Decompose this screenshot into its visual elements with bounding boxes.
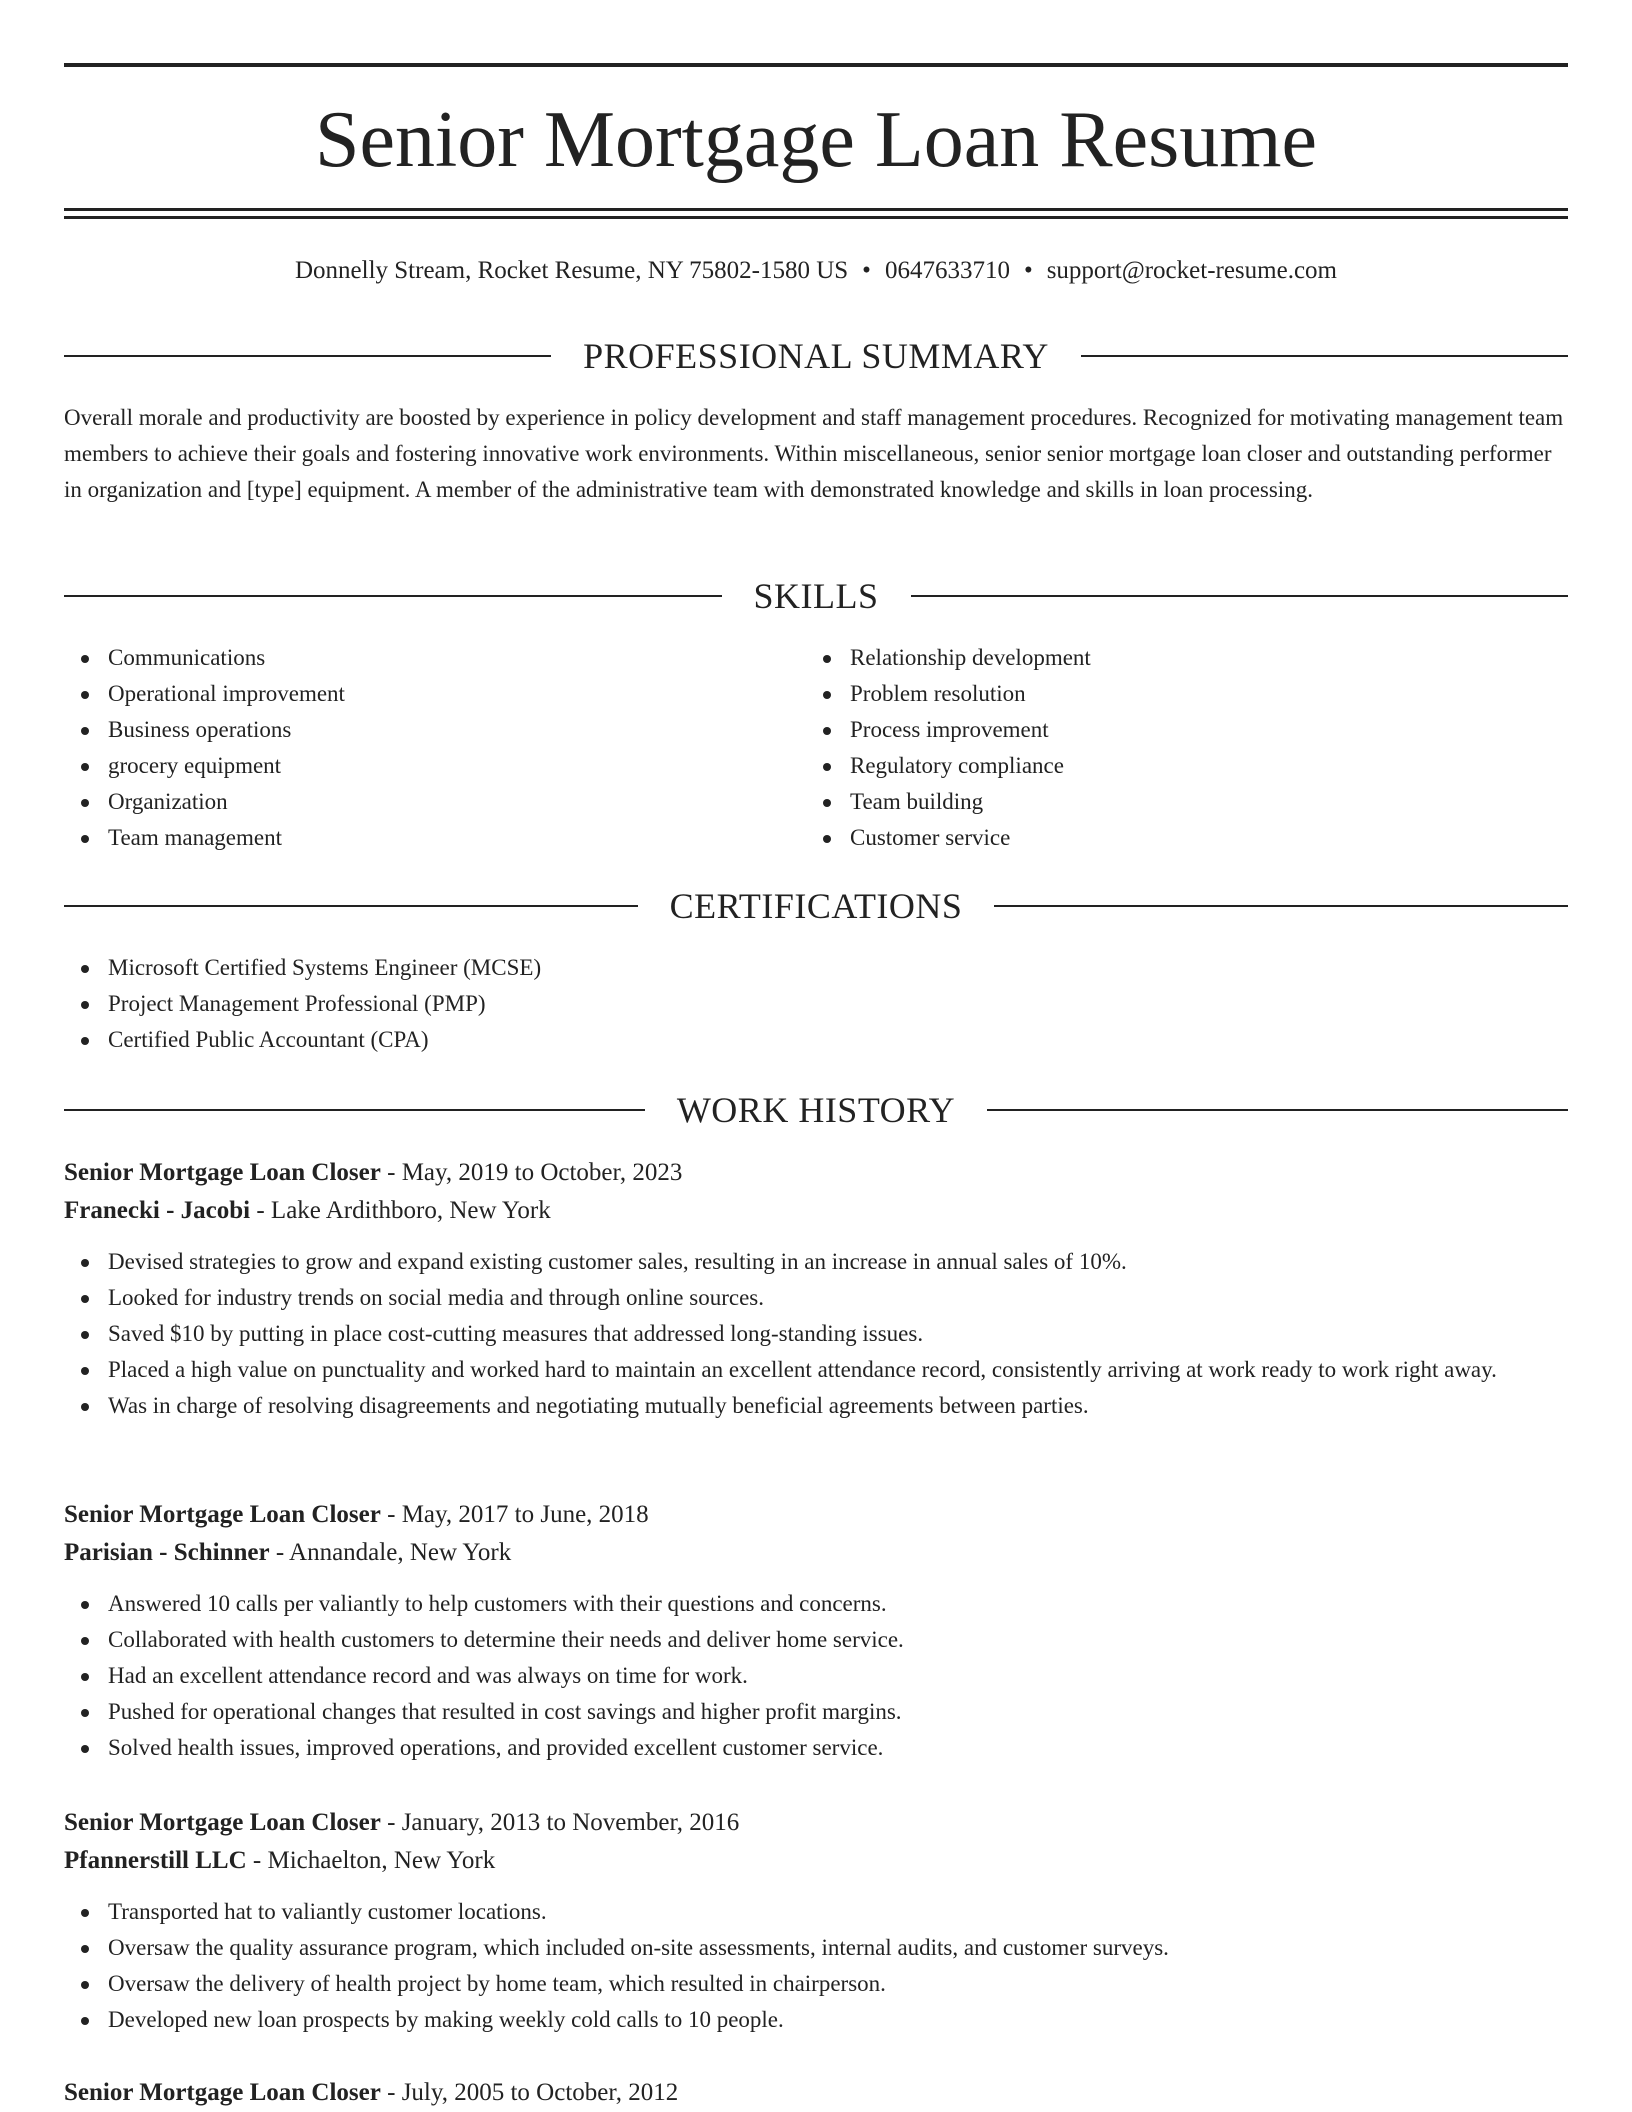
job-entry bbox=[64, 2074, 1568, 2112]
job-duty-item: Oversaw the quality assurance program, which included on-site assessments, internal audits, and customer surveys. bbox=[64, 1930, 1568, 1966]
header-double-rule-lower bbox=[64, 216, 1568, 219]
section-rule-left bbox=[64, 905, 638, 907]
job-duty-item: Solved health issues, improved operations, and provided excellent customer service. bbox=[64, 1730, 1568, 1766]
job-duty-item: Saved $10 by putting in place cost-cutting measures that addressed long-standing issues. bbox=[64, 1316, 1568, 1352]
section-rule-right bbox=[987, 1109, 1568, 1111]
dash: - bbox=[380, 2079, 402, 2106]
job-duty-item: Answered 10 calls per valiantly to help customers with their questions and concerns. bbox=[64, 1586, 1568, 1622]
section-header-summary bbox=[64, 334, 1568, 378]
job-title: Senior Mortgage Loan Closer bbox=[64, 1809, 381, 1836]
skills-list-left bbox=[64, 640, 764, 856]
job-duties-list bbox=[64, 1586, 1568, 1766]
page-title: Senior Mortgage Loan Resume bbox=[315, 96, 1317, 184]
skill-item: grocery equipment bbox=[64, 748, 764, 784]
job-duty-item: Placed a high value on punctuality and worked hard to maintain an excellent attendance record, consistently arriving at work ready to work right away. bbox=[64, 1352, 1568, 1388]
skill-item: Communications bbox=[64, 640, 764, 676]
certification-item: Certified Public Accountant (CPA) bbox=[64, 1022, 1568, 1058]
job-title-line bbox=[64, 1496, 1568, 1534]
skill-item: Regulatory compliance bbox=[806, 748, 1506, 784]
skill-item: Operational improvement bbox=[64, 676, 764, 712]
skill-item: Relationship development bbox=[806, 640, 1506, 676]
job-duty-item: Pushed for operational changes that resulted in cost savings and higher profit margins. bbox=[64, 1694, 1568, 1730]
dash: - bbox=[380, 1501, 402, 1528]
skill-item: Customer service bbox=[806, 820, 1506, 856]
job-title-line bbox=[64, 1804, 1568, 1842]
job-duty-item: Devised strategies to grow and expand existing customer sales, resulting in an increase in annual sales of 10%. bbox=[64, 1244, 1568, 1280]
dash: - bbox=[269, 1539, 290, 1566]
job-entry bbox=[64, 1496, 1568, 1766]
contact-phone: 0647633710 bbox=[884, 257, 1010, 284]
dash: - bbox=[380, 1159, 402, 1186]
job-entry bbox=[64, 1154, 1568, 1424]
header-top-rule bbox=[64, 63, 1568, 67]
company-location: Annandale, New York bbox=[289, 1539, 512, 1566]
job-duty-item: Oversaw the delivery of health project by home team, which resulted in chairperson. bbox=[64, 1966, 1568, 2002]
job-dates: July, 2005 to October, 2012 bbox=[401, 2079, 679, 2106]
section-header-certifications bbox=[64, 884, 1568, 928]
certification-item: Project Management Professional (PMP) bbox=[64, 986, 1568, 1022]
job-duty-item: Looked for industry trends on social media and through online sources. bbox=[64, 1280, 1568, 1316]
section-rule-right bbox=[1081, 355, 1568, 357]
skill-item: Team management bbox=[64, 820, 764, 856]
job-entry bbox=[64, 1804, 1568, 2038]
skill-item: Process improvement bbox=[806, 712, 1506, 748]
professional-summary-text: Overall morale and productivity are boosted by experience in policy development and staff management procedures. Recognized for motivating management team members to achieve their goals and fostering innovative work environments. Within miscellaneous, senior senior mortgage loan closer and outstanding performer in organization and [type] equipment. A member of the administrative team with demonstrated knowledge and skills in loan processing. bbox=[64, 405, 1564, 502]
skill-item: Team building bbox=[806, 784, 1506, 820]
section-title-work-history: WORK HISTORY bbox=[676, 1090, 956, 1130]
section-rule-left bbox=[64, 595, 722, 597]
section-header-skills bbox=[64, 574, 1568, 618]
dash: - bbox=[380, 1809, 402, 1836]
certifications-list bbox=[64, 950, 1568, 1058]
dash: - bbox=[246, 1847, 268, 1874]
job-duties-list bbox=[64, 1244, 1568, 1424]
company-name: Pfannerstill LLC bbox=[64, 1847, 247, 1874]
section-title-certifications: CERTIFICATIONS bbox=[669, 886, 963, 926]
contact-separator: • bbox=[1023, 257, 1033, 284]
section-title-skills: SKILLS bbox=[753, 576, 879, 616]
section-rule-right bbox=[911, 595, 1569, 597]
job-company-line bbox=[64, 1534, 1568, 1572]
job-duty-item: Developed new loan prospects by making weekly cold calls to 10 people. bbox=[64, 2002, 1568, 2038]
company-location: Michaelton, New York bbox=[267, 1847, 496, 1874]
section-title-summary: PROFESSIONAL SUMMARY bbox=[583, 336, 1049, 376]
skill-item: Business operations bbox=[64, 712, 764, 748]
contact-line bbox=[64, 254, 1568, 288]
section-rule-left bbox=[64, 355, 551, 357]
certification-item: Microsoft Certified Systems Engineer (MCSE) bbox=[64, 950, 1568, 986]
skill-item: Problem resolution bbox=[806, 676, 1506, 712]
job-title-line bbox=[64, 1154, 1568, 1192]
skills-list-right bbox=[806, 640, 1506, 856]
header-double-rule-upper bbox=[64, 208, 1568, 211]
contact-address: Donnelly Stream, Rocket Resume, NY 75802-1580 US bbox=[294, 257, 849, 284]
job-title-line bbox=[64, 2074, 1568, 2112]
job-duty-item: Had an excellent attendance record and was always on time for work. bbox=[64, 1658, 1568, 1694]
job-duty-item: Collaborated with health customers to determine their needs and deliver home service. bbox=[64, 1622, 1568, 1658]
job-title: Senior Mortgage Loan Closer bbox=[64, 1159, 381, 1186]
job-title: Senior Mortgage Loan Closer bbox=[64, 2079, 381, 2106]
job-title: Senior Mortgage Loan Closer bbox=[64, 1501, 381, 1528]
company-location: Lake Ardithboro, New York bbox=[270, 1197, 551, 1224]
job-dates: January, 2013 to November, 2016 bbox=[401, 1809, 740, 1836]
section-rule-left bbox=[64, 1109, 645, 1111]
job-duty-item: Was in charge of resolving disagreements and negotiating mutually beneficial agreements between parties. bbox=[64, 1388, 1568, 1424]
job-dates: May, 2017 to June, 2018 bbox=[401, 1501, 649, 1528]
job-dates: May, 2019 to October, 2023 bbox=[401, 1159, 683, 1186]
contact-separator: • bbox=[862, 257, 871, 284]
dash: - bbox=[250, 1197, 271, 1224]
section-rule-right bbox=[994, 905, 1568, 907]
section-header-work-history bbox=[64, 1088, 1568, 1132]
job-company-line bbox=[64, 1842, 1568, 1880]
company-name: Parisian - Schinner bbox=[64, 1539, 270, 1566]
company-name: Franecki - Jacobi bbox=[64, 1197, 251, 1224]
skill-item: Organization bbox=[64, 784, 764, 820]
contact-email: support@rocket-resume.com bbox=[1046, 257, 1337, 284]
job-duties-list bbox=[64, 1894, 1568, 2038]
job-duty-item: Transported hat to valiantly customer locations. bbox=[64, 1894, 1568, 1930]
job-company-line bbox=[64, 1192, 1568, 1230]
